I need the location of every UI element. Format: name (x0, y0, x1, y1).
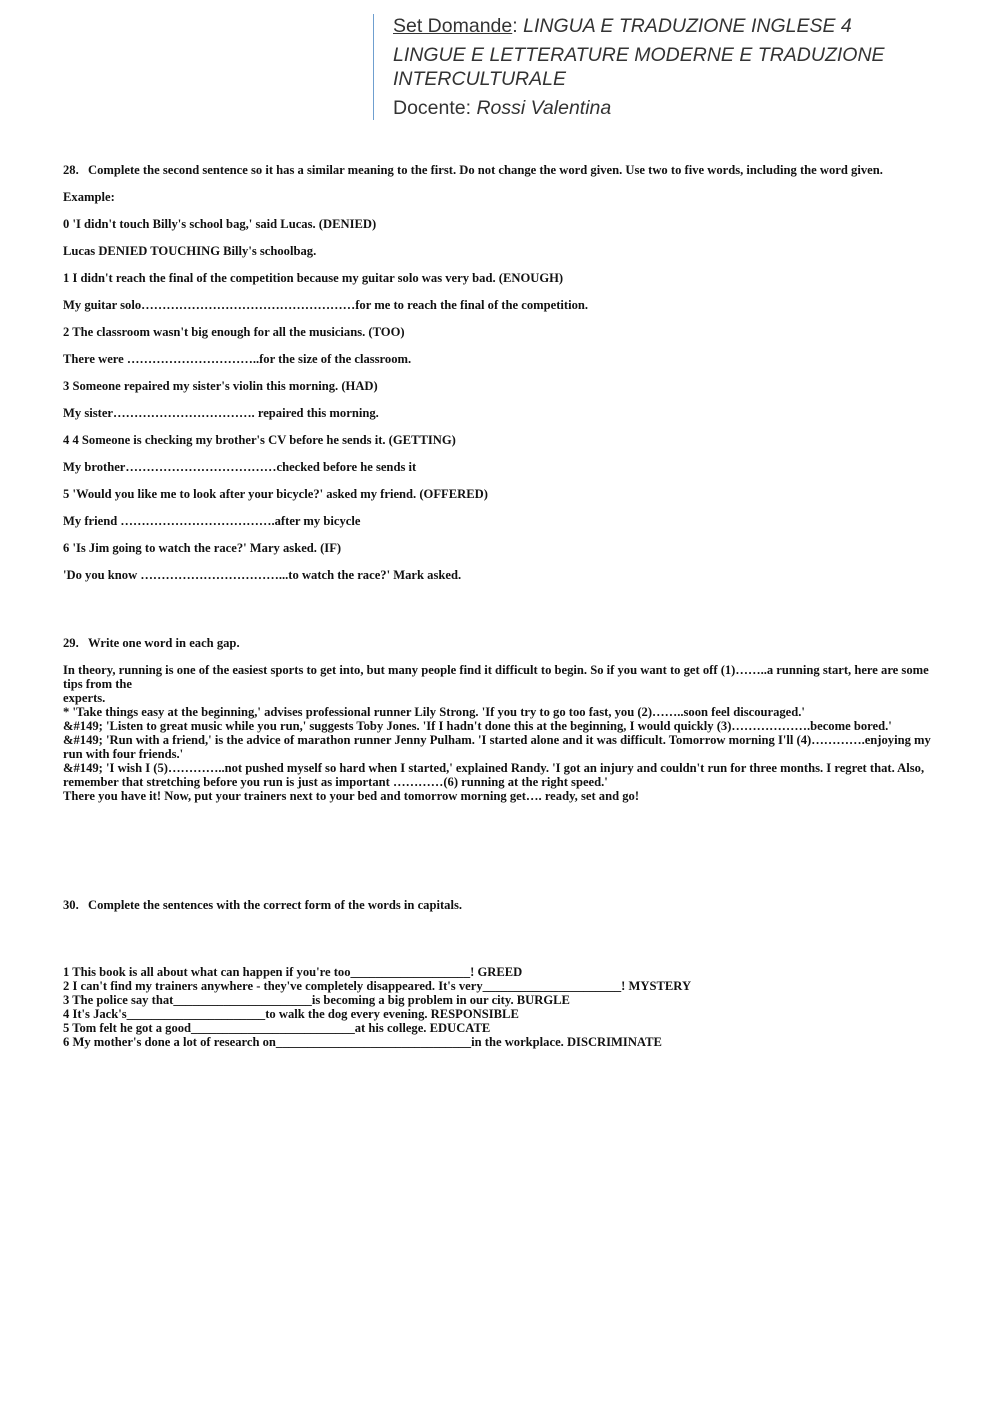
example-answer: Lucas DENIED TOUCHING Billy's schoolbag. (63, 244, 317, 258)
set-domande-colon: : (512, 15, 524, 37)
item-2-answer-line: There were …………………………..for the size of the classroom. (63, 352, 412, 366)
item-5-answer-line: My friend ……………………………….after my bicycle (63, 514, 361, 528)
item-6-prompt: 6 'Is Jim going to watch the race?' Mary asked. (IF) (63, 541, 342, 555)
document-body (63, 163, 943, 1049)
question-number: 29. (63, 636, 79, 650)
set-domande-label: Set Domande (393, 15, 513, 37)
question-instruction: Complete the sentences with the correct form of the words in capitals. (88, 898, 462, 912)
question-number: 30. (63, 898, 79, 912)
item-5-prompt: 5 'Would you like me to look after your bicycle?' asked my friend. (OFFERED) (63, 487, 488, 501)
question-instruction: Write one word in each gap. (88, 636, 240, 650)
docente-name: Rossi Valentina (476, 97, 612, 119)
word-formation-sentences: 1 This book is all about what can happen if you're too___________________! GREED 2 I can't find my trainers anywhere - they've completely disappeared. It's very______________________! MYSTERY 3 The police say that______________________is becoming a big problem in our city. BURGLE 4 It's Jack's______________________to walk the dog every evening. RESPONSIBLE 5 Tom felt he got a good__________________________at his college. EDUCATE 6 My mother's done a lot of research on_______________________________in the workplace. DISCRIMINATE (63, 965, 692, 1049)
degree-line (393, 43, 973, 91)
example-sentence: 0 'I didn't touch Billy's school bag,' said Lucas. (DENIED) (63, 217, 377, 231)
question-29 (63, 636, 943, 803)
question-30 (63, 898, 943, 1049)
item-4-prompt: 4 4 Someone is checking my brother's CV before he sends it. (GETTING) (63, 433, 456, 447)
example-label: Example: (63, 190, 115, 204)
docente-label: Docente: (393, 97, 477, 119)
running-passage: In theory, running is one of the easiest sports to get into, but many people find it difficult to begin. So if you want to get off (1)……..a running start, here are some tips from the experts. * 'Take things easy at the beginning,' advises professional runner Lily Strong. 'If you try to go too fast, you (2)……..soon feel discouraged.' &#149; 'Listen to great music while you run,' suggests Toby Jones. 'If I hadn't done this at the beginning, I would quickly (3)……………….become bored.' &#149; 'Run with a friend,' is the advice of marathon runner Jenny Pulham. 'I started alone and it was difficult. Tomorrow morning I'll (4)………….enjoying my run with four friends.' &#149; 'I wish I (5)…………..not pushed myself so hard when I started,' explained Randy. 'I got an injury and couldn't run for three months. I regret that. Also, remember that stretching before you run is just as important …………(6) running at the right speed.' There you have it! Now, put your trainers next to your bed and tomorrow morning get…. ready, set and go! (63, 663, 931, 803)
item-1-answer-line: My guitar solo……………………………………………for me to reach the final of the competition. (63, 298, 589, 312)
course-title: LINGUA E TRADUZIONE INGLESE 4 (523, 15, 852, 37)
document-header (373, 14, 973, 120)
question-number: 28. (63, 163, 79, 177)
question-28 (63, 163, 943, 582)
item-1-prompt: 1 I didn't reach the final of the competition because my guitar solo was very bad. (ENOUGH) (63, 271, 564, 285)
question-instruction: Complete the second sentence so it has a similar meaning to the first. Do not change the word given. Use two to five words, including the word given. (88, 163, 883, 177)
item-3-answer-line: My sister……………………………. repaired this morning. (63, 406, 379, 420)
item-3-prompt: 3 Someone repaired my sister's violin this morning. (HAD) (63, 379, 378, 393)
degree-title: LINGUE E LETTERATURE MODERNE E TRADUZIONE INTERCULTURALE (393, 44, 885, 90)
item-2-prompt: 2 The classroom wasn't big enough for all the musicians. (TOO) (63, 325, 405, 339)
question-29-title (63, 636, 943, 650)
item-4-answer-line: My brother………………………………checked before he sends it (63, 460, 417, 474)
item-6-answer-line: 'Do you know ……………………………...to watch the race?' Mark asked. (63, 568, 462, 582)
set-domande-line (393, 14, 973, 38)
question-30-title (63, 898, 943, 912)
question-28-title (63, 163, 943, 177)
docente-line (393, 96, 973, 120)
